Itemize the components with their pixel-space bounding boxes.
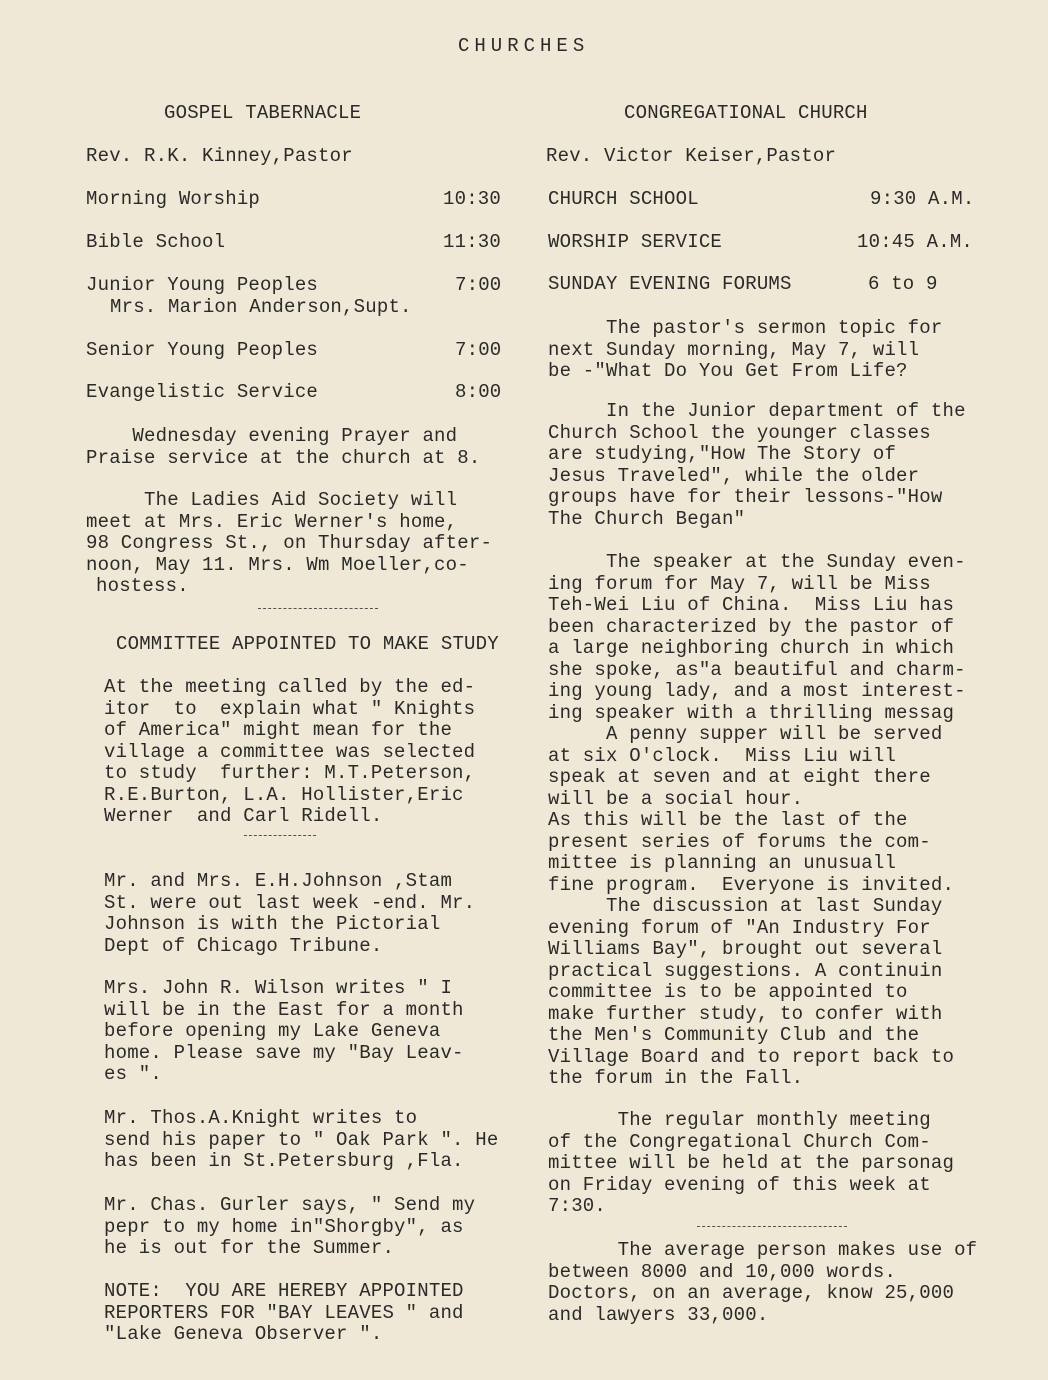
schedule-item-time: 10:45 A.M.	[857, 231, 974, 253]
schedule-item-name: Evangelistic Service	[86, 381, 319, 403]
schedule-item-time: 6 to 9	[868, 273, 938, 295]
gospel-pastor: Rev. R.K. Kinney,Pastor	[86, 145, 353, 167]
schedule-item-name: CHURCH SCHOOL	[548, 188, 699, 210]
schedule-item-name: Morning Worship	[86, 188, 261, 210]
schedule-item-name: WORSHIP SERVICE	[548, 231, 723, 253]
gospel-tabernacle-heading: GOSPEL TABERNACLE	[164, 102, 362, 124]
schedule-item-time: 10:30	[443, 188, 502, 210]
schedule-item-name: Senior Young Peoples	[86, 339, 319, 361]
congregational-pastor: Rev. Victor Keiser,Pastor	[546, 145, 837, 167]
schedule-item-time: 7:00	[455, 339, 502, 361]
schedule-item-name: Bible School	[86, 231, 226, 253]
document-page: CHURCHES GOSPEL TABERNACLE Rev. R.K. Kinney,Pastor Morning Worship 10:30 Bible School 11:30 Junior Young Peoples 7:00 Mrs. Marion Anderson,Supt. Senior Young Peoples 7:00 Evangelistic Service 8:00 Wednesday evening Prayer and Praise service at the church at 8. The Ladies Aid Society will meet at Mrs. Eric Werner's home, 98 Congress St., on Thursday after- noon, May 11. Mrs. Wm Moeller,co- hostess. COMMITTEE APPOINTED TO MAKE STUDY At the meeting called by the ed- itor to explain what " Knights of America" might mean for the village a committee was selected to study further: M.T.Peterson, R.E.Burton, L.A. Hollister,Eric Werner and Carl Ridell. Mr. and Mrs. E.H.Johnson ,Stam St. were out last week -end. Mr. Johnson is with the Pictorial Dept of Chicago Tribune. Mrs. John R. Wilson writes " I will be in the East for a month before opening my Lake Geneva home. Please save my "Bay Leav- es ". Mr. Thos.A.Knight writes to send his paper to " Oak Park ". He has been in St.Petersburg ,Fla. Mr. Chas. Gurler says, " Send my pepr to my home in"Shorgby", as he is out for the Summer. NOTE: YOU ARE HEREBY APPOINTED REPORTERS FOR "BAY LEAVES " and "Lake Geneva Observer ". CONGREGATIONAL CHURCH Rev. Victor Keiser,Pastor CHURCH SCHOOL 9:30 A.M. WORSHIP SERVICE 10:45 A.M. SUNDAY EVENING FORUMS 6 to 9 The pastor's sermon topic for next Sunday morning, May 7, will be -"What Do You Get From Life? In the Junior department of the Church School the younger classes are studying,"How The Story of Jesus Traveled", while the older groups have for their lessons-"How The Church Began" The speaker at the Sunday even- ing forum for May 7, will be Miss Teh-Wei Liu of China. Miss Liu has been characterized by the pastor of a large neighboring church in which she spoke, as"a beautiful and charm- ing young lady, and a most interest- ing speaker with a thrilling messag A penny supper will be served at six O'clock. Miss Liu will speak at seven and at eight there will be a social hour. As this will be the last of the present series of forums the com- mittee is planning an unusuall fine program. Everyone is invited. The discussion at last Sunday evening forum of "An Industry For Williams Bay", brought out several practical suggestions. A continuin committee is to be appointed to make further study, to confer with the Men's Community Club and the Village Board and to report back to the forum in the Fall. The regular monthly meeting of the Congregational Church Com- mittee will be held at the parsonag on Friday evening of this week at 7:30. The average person makes use of between 8000 and 10,000 words. Doctors, on an average, know 25,000 and lawyers 33,000.	[86, 35, 978, 1345]
section-divider	[697, 1226, 847, 1227]
schedule-item-time: 8:00	[455, 381, 502, 403]
page-title: CHURCHES	[458, 35, 590, 57]
section-divider	[258, 608, 378, 609]
congregational-church-heading: CONGREGATIONAL CHURCH	[624, 102, 868, 124]
junior-supt: Mrs. Marion Anderson,Supt.	[110, 296, 412, 318]
schedule-item-time: 9:30 A.M.	[870, 188, 975, 210]
schedule-item-name: Junior Young Peoples	[86, 274, 319, 296]
schedule-item-time: 7:00	[455, 274, 502, 296]
schedule-item-name: SUNDAY EVENING FORUMS	[548, 273, 792, 295]
committee-heading: COMMITTEE APPOINTED TO MAKE STUDY	[116, 633, 499, 655]
section-divider	[244, 835, 316, 836]
schedule-item-time: 11:30	[443, 231, 502, 253]
